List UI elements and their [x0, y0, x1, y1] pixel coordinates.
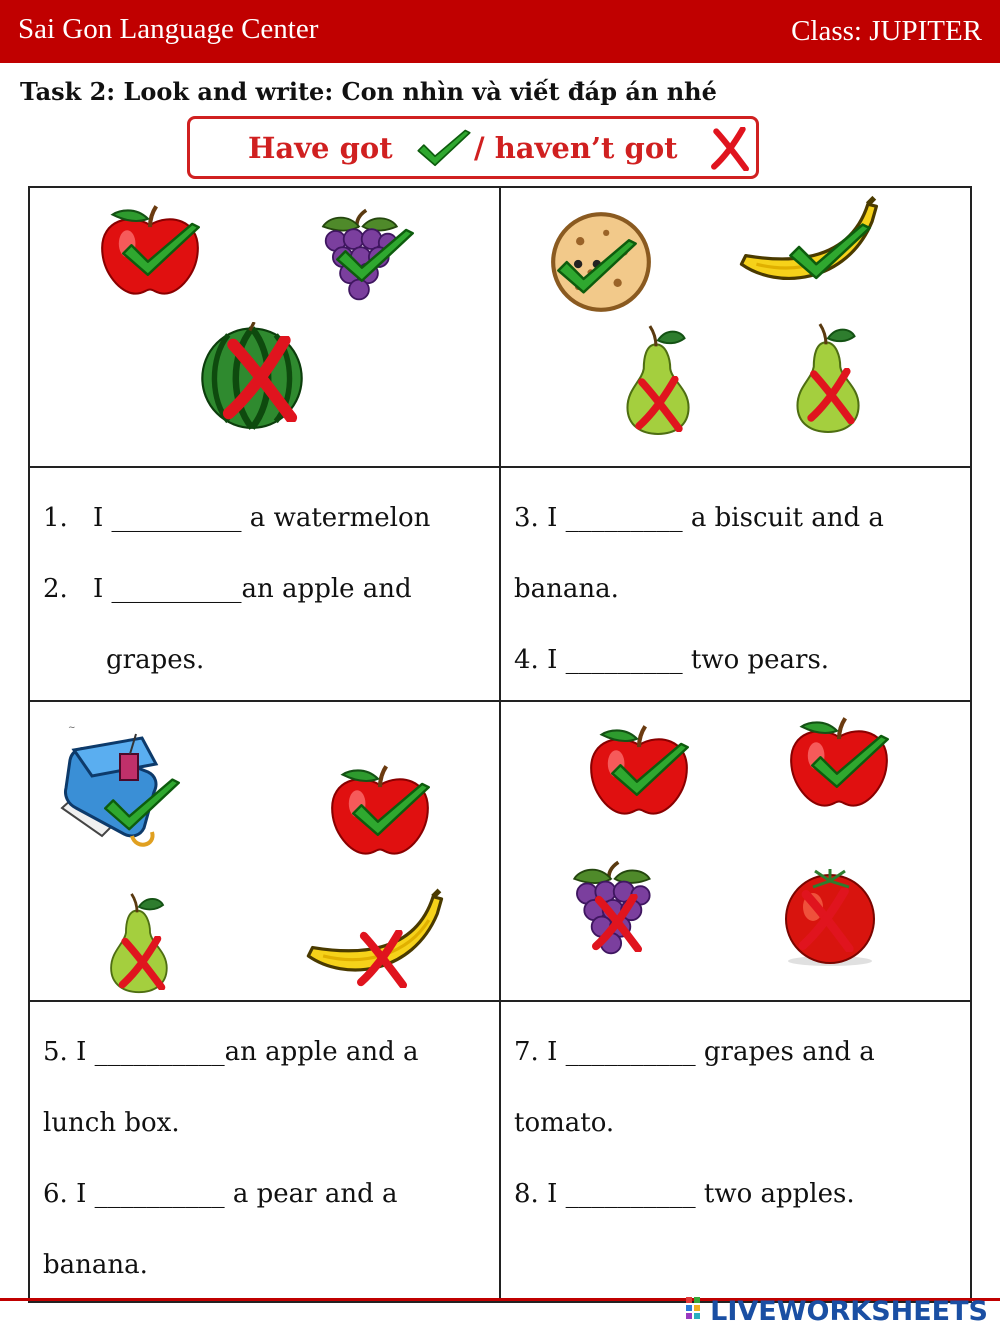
cross-icon [220, 336, 300, 422]
picture-box-1 [29, 187, 500, 467]
sentence-3: 3. I _________ a biscuit and a [514, 503, 884, 533]
liveworksheets-logo[interactable] [686, 1296, 988, 1327]
check-icon [555, 238, 639, 298]
picture-box-2 [500, 187, 971, 467]
sentence-7-continued: tomato. [514, 1108, 615, 1138]
worksheet-grid [28, 186, 972, 1303]
sentence-box-2 [500, 467, 971, 701]
class-name: Class: JUPITER [791, 15, 982, 47]
sentence-box-1 [29, 467, 500, 701]
check-icon [809, 734, 891, 792]
legend-have-got: Have got [248, 131, 393, 165]
watermelon-item [196, 322, 308, 430]
check-icon [350, 782, 432, 840]
sentence-4: 4. I _________ two pears. [514, 645, 830, 675]
lunch-box-item [52, 718, 182, 852]
brand-name: LIVEWORKSHEETS [710, 1296, 988, 1327]
check-icon [416, 129, 472, 169]
picture-box-4 [500, 701, 971, 1001]
sentence-6-continued: banana. [43, 1250, 148, 1280]
sentence-7: 7. I __________ grapes and a [514, 1037, 875, 1067]
cross-icon [797, 888, 855, 952]
apple-item [328, 764, 432, 858]
picture-box-3 [29, 701, 500, 1001]
school-name: Sai Gon Language Center [18, 13, 319, 45]
check-icon [334, 228, 416, 286]
apple-item [98, 204, 202, 298]
sentence-3-continued: banana. [514, 574, 619, 604]
pear-item [90, 892, 186, 994]
apple-item [787, 716, 891, 810]
check-icon [609, 742, 691, 800]
grapes-item [565, 854, 657, 968]
sentence-5-continued: lunch box. [43, 1108, 180, 1138]
pear-item [789, 322, 865, 434]
sentence-2: 2. I __________an apple and [43, 574, 412, 604]
check-icon [102, 778, 182, 834]
apple-item [587, 724, 691, 818]
page-header [0, 0, 1000, 63]
legend-havent-got: / haven’t got [474, 131, 678, 165]
cross-icon [807, 368, 855, 424]
sentence-box-4 [500, 1001, 971, 1302]
sentence-5: 5. I __________an apple and a [43, 1037, 419, 1067]
sentence-8: 8. I __________ two apples. [514, 1179, 855, 1209]
tomato-item [775, 860, 885, 974]
banana-item [735, 194, 885, 298]
cross-icon [356, 930, 408, 988]
biscuit-item [545, 210, 657, 314]
sentence-6: 6. I __________ a pear and a [43, 1179, 398, 1209]
sentence-box-3 [29, 1001, 500, 1302]
task-title: Task 2: Look and write: Con nhìn và viết đáp án nhé [20, 77, 717, 106]
cross-icon [589, 894, 645, 952]
check-icon [787, 222, 873, 284]
sentence-1: 1. I __________ a watermelon [43, 503, 431, 533]
legend-box [187, 116, 759, 179]
cross-icon [710, 127, 750, 171]
cross-icon [635, 376, 683, 432]
grapes-item [314, 206, 404, 310]
cross-icon [118, 936, 166, 990]
pear-item [619, 324, 695, 436]
banana-item [302, 884, 450, 992]
liveworksheets-mark-icon [686, 1297, 708, 1323]
check-icon [120, 222, 202, 280]
sentence-2-continued: grapes. [106, 645, 205, 675]
